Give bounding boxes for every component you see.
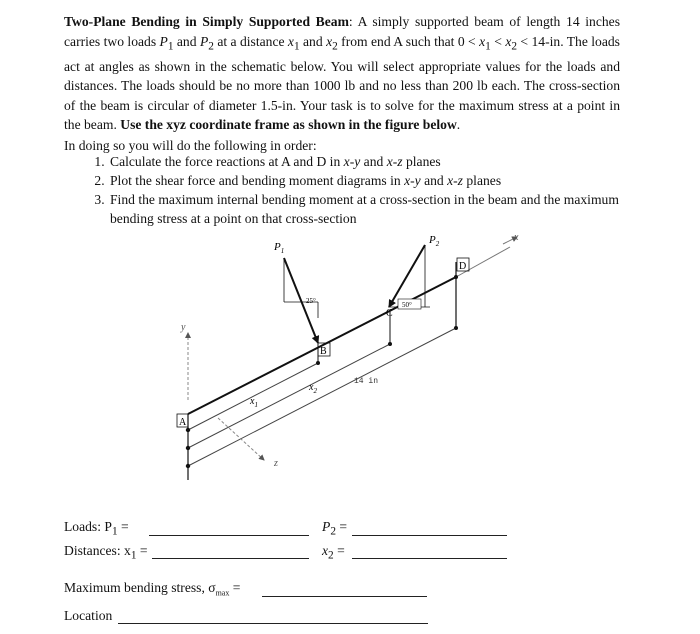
angle-25-label: 25° bbox=[306, 297, 316, 305]
x1-dim-sub: 1 bbox=[254, 401, 258, 409]
p2-answer-line[interactable] bbox=[352, 535, 507, 536]
p2-symbol: P bbox=[199, 33, 209, 49]
x1-dimension-label bbox=[249, 396, 258, 409]
plane-xz: x-z bbox=[447, 173, 463, 188]
plane-xz: x-z bbox=[386, 154, 403, 169]
and-text: and bbox=[173, 33, 200, 49]
p1-fig: P bbox=[274, 241, 281, 253]
x1-symbol: x bbox=[287, 33, 294, 49]
x2-symbol: x bbox=[326, 33, 333, 49]
problem-text-2: at a distance bbox=[213, 33, 288, 49]
problem-text-3: from end A such that 0 < bbox=[337, 33, 480, 49]
x1-dim: x bbox=[250, 396, 255, 407]
x2-answer-line[interactable] bbox=[352, 558, 507, 559]
step-text: and bbox=[360, 154, 387, 169]
point-a-label: A bbox=[179, 417, 187, 428]
step-text: and bbox=[420, 173, 448, 188]
dot-b bbox=[316, 361, 320, 365]
z-axis-arrow bbox=[218, 418, 264, 460]
loads-sub: 1 bbox=[111, 525, 118, 538]
p2-ans-sub: 2 bbox=[330, 525, 336, 538]
ref-line-2 bbox=[188, 344, 390, 448]
max-stress-eq: = bbox=[232, 580, 241, 595]
problem-title: Two-Plane Bending in Simply Supported Beam bbox=[64, 14, 349, 29]
max-stress-text: Maximum bending stress, σ bbox=[64, 580, 216, 595]
x2-dimension-label bbox=[308, 382, 317, 395]
point-d-label: D bbox=[459, 261, 467, 272]
step-text: Calculate the force reactions at A and D in bbox=[110, 154, 344, 169]
dot-a3 bbox=[186, 464, 190, 468]
point-b-label: B bbox=[320, 346, 327, 357]
x1-subscript-2: 1 bbox=[485, 40, 491, 53]
plane-xy: x-y bbox=[343, 154, 361, 169]
problem-text-4: < 14-in. The loads act at angles as shown in the schematic below. You will select appropriate values for the loads and distances. The loads should be no more than 1000 lb and no less than 200 lb each. The cross-section of the beam is circular of diameter 1.5-in. Your task is to solve for the maximum stress at a point in the beam. bbox=[64, 33, 620, 133]
x1-answer-line[interactable] bbox=[152, 558, 309, 559]
steps-intro: In doing so you will do the following in order: bbox=[64, 138, 317, 153]
loads-text: Loads: P bbox=[64, 519, 112, 534]
dot-d1 bbox=[454, 275, 458, 279]
distances-text: Distances: x bbox=[64, 543, 131, 558]
max-stress-answer-line[interactable] bbox=[262, 596, 427, 597]
p2-fig-sub: 2 bbox=[435, 240, 440, 248]
p2-ans-eq: = bbox=[335, 519, 348, 534]
dot-d2 bbox=[454, 326, 458, 330]
x2-subscript-2: 2 bbox=[511, 40, 518, 53]
p2-label bbox=[428, 234, 440, 248]
step-text: planes bbox=[402, 154, 441, 169]
max-stress-sub: max bbox=[215, 588, 230, 598]
p2-answer-label bbox=[322, 519, 347, 538]
period: . bbox=[456, 117, 461, 133]
z-axis-label: z bbox=[274, 458, 278, 469]
x-axis-label: x bbox=[514, 232, 519, 243]
p1-label bbox=[273, 241, 284, 255]
distances-label bbox=[64, 543, 148, 562]
p1-answer-line[interactable] bbox=[149, 535, 309, 536]
p2-fig: P bbox=[429, 234, 436, 246]
p2-ans-sym: P bbox=[322, 519, 331, 534]
emphasis-text: Use the xyz coordinate frame as shown in the figure below bbox=[120, 117, 457, 133]
loads-label bbox=[64, 519, 129, 538]
x2-ans-sub: 2 bbox=[328, 549, 334, 562]
max-stress-label bbox=[64, 580, 240, 598]
p1-subscript: 1 bbox=[167, 40, 174, 53]
x2-dim: x bbox=[309, 382, 314, 393]
distances-sub: 1 bbox=[130, 549, 137, 562]
step-text: Plot the shear force and bending moment diagrams in bbox=[110, 173, 405, 188]
problem-text-1: : A simply supported beam of length 14 inches carries two loads bbox=[64, 14, 621, 49]
x1-subscript: 1 bbox=[293, 40, 300, 53]
x2-ans-sym: x bbox=[322, 543, 329, 558]
point-c-label: C bbox=[386, 308, 393, 319]
dot-c bbox=[388, 342, 392, 346]
p2-subscript: 2 bbox=[208, 40, 214, 53]
x2-symbol-2: x bbox=[505, 33, 512, 49]
p1-fig-sub: 1 bbox=[280, 247, 285, 255]
x2-subscript: 2 bbox=[332, 40, 338, 53]
x2-dim-sub: 2 bbox=[313, 387, 317, 395]
step-text: planes bbox=[462, 173, 502, 188]
x2-ans-eq: = bbox=[333, 543, 345, 558]
location-answer-line[interactable] bbox=[118, 623, 428, 624]
p1-symbol: P bbox=[159, 33, 168, 49]
dot-a1 bbox=[186, 428, 190, 432]
and-text-2: and bbox=[299, 33, 327, 49]
plane-xy: x-y bbox=[404, 173, 421, 188]
loads-eq: = bbox=[117, 519, 129, 534]
length-label: 14 in bbox=[354, 377, 379, 386]
y-axis-label: y bbox=[181, 322, 186, 333]
lt-text: < bbox=[490, 33, 506, 49]
distances-eq: = bbox=[136, 543, 148, 558]
angle-50-label: 50° bbox=[402, 301, 412, 309]
x2-answer-label bbox=[322, 543, 345, 562]
x1-symbol-2: x bbox=[479, 33, 486, 49]
step-text: Find the maximum internal bending moment at a cross-section in the beam and the maximum bending stress at a point on that cross-section bbox=[110, 192, 619, 226]
p2-load-arrow bbox=[389, 245, 425, 307]
location-label: Location bbox=[64, 608, 113, 623]
dot-a2 bbox=[186, 446, 190, 450]
